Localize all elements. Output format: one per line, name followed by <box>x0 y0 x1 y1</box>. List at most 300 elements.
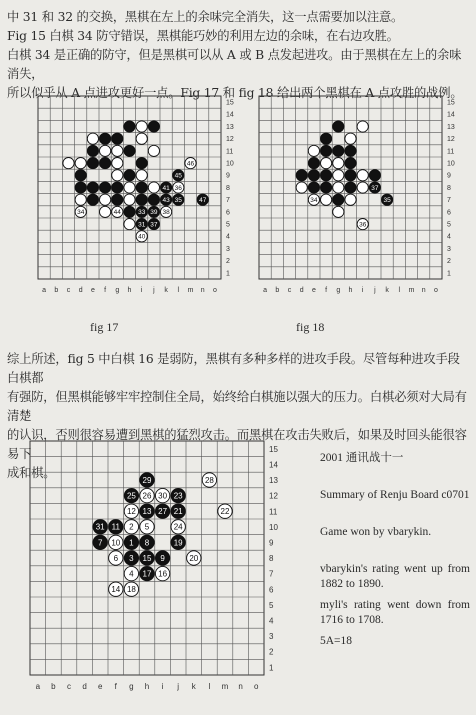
stone-disc <box>308 170 319 181</box>
black-stone <box>136 194 147 205</box>
row-label: 5 <box>447 221 451 229</box>
black-stone <box>148 194 159 205</box>
white-stone <box>155 488 169 502</box>
stone-disc <box>345 182 356 193</box>
stone-disc <box>124 218 135 229</box>
black-stone <box>99 157 110 168</box>
column-label: j <box>177 682 180 691</box>
black-stone <box>160 194 171 205</box>
column-label: i <box>140 287 143 294</box>
row-label: 12 <box>226 136 234 144</box>
black-stone <box>333 194 344 205</box>
move-number: 25 <box>126 491 136 501</box>
row-label: 3 <box>447 245 451 253</box>
stone-disc <box>345 133 356 144</box>
white-stone <box>357 218 368 229</box>
stone-disc <box>136 182 147 193</box>
row-label: 15 <box>447 99 455 107</box>
white-stone <box>124 520 138 534</box>
move-number: 16 <box>158 569 168 579</box>
stone-disc <box>320 194 331 205</box>
black-stone <box>333 145 344 156</box>
black-stone <box>99 182 110 193</box>
white-stone <box>171 520 185 534</box>
black-stone <box>173 170 184 181</box>
stone-disc <box>99 157 110 168</box>
white-stone <box>75 157 86 168</box>
black-stone <box>124 488 138 502</box>
black-stone <box>320 133 331 144</box>
black-stone <box>148 206 159 217</box>
stone-disc <box>99 194 110 205</box>
white-stone <box>333 182 344 193</box>
column-label: i <box>361 287 364 294</box>
white-stone <box>187 551 201 565</box>
intro-line: 中 31 和 32 的交换，黑棋在左上的余味完全消失，这一点需要加以注意。 <box>7 10 404 24</box>
white-stone <box>75 206 86 217</box>
stone-disc <box>308 145 319 156</box>
summary-line: 有强防，但黑棋能够牢牢控制住全局，始终给白棋施以强大的压力。白棋必须对大局有清楚 <box>7 390 467 423</box>
move-number: 26 <box>142 491 152 501</box>
black-stone <box>140 535 154 549</box>
stone-disc <box>87 182 98 193</box>
column-label: h <box>144 682 150 691</box>
white-stone <box>75 194 86 205</box>
column-label: o <box>253 682 259 691</box>
move-number: 10 <box>111 538 121 548</box>
black-stone <box>87 157 98 168</box>
white-stone <box>345 194 356 205</box>
stone-disc <box>124 170 135 181</box>
stone-disc <box>112 157 123 168</box>
black-stone <box>171 504 185 518</box>
row-label: 9 <box>226 172 230 180</box>
stone-disc <box>357 170 368 181</box>
white-stone <box>308 194 319 205</box>
stone-disc <box>320 145 331 156</box>
stone-disc <box>333 194 344 205</box>
stone-disc <box>99 145 110 156</box>
row-label: 14 <box>447 111 455 119</box>
black-stone <box>148 121 159 132</box>
black-stone <box>140 551 154 565</box>
intro-line: 所以似乎从 A 点进攻更好一点。Fig 17 和 fig 18 给出两个黑棋在 A 点攻胜的战例。 <box>7 86 463 100</box>
column-label: f <box>114 682 117 691</box>
move-number: 37 <box>150 221 158 229</box>
black-stone <box>112 182 123 193</box>
stone-disc <box>320 157 331 168</box>
black-stone <box>124 145 135 156</box>
row-label: 2 <box>226 258 230 266</box>
row-label: 4 <box>226 233 230 241</box>
white-stone <box>218 504 232 518</box>
game-info <box>320 451 470 649</box>
move-number: 9 <box>160 553 165 563</box>
column-label: h <box>348 287 353 294</box>
column-label: e <box>90 287 95 294</box>
move-number: 40 <box>138 233 146 241</box>
row-label: 10 <box>226 160 234 168</box>
stone-disc <box>308 157 319 168</box>
stone-disc <box>296 170 307 181</box>
row-label: 10 <box>269 522 278 532</box>
white-stone <box>109 582 123 596</box>
stone-disc <box>148 145 159 156</box>
black-stone <box>140 566 154 580</box>
column-label: j <box>374 287 376 294</box>
black-stone <box>140 473 154 487</box>
move-number: 19 <box>173 538 183 548</box>
move-number: 47 <box>199 197 207 205</box>
black-stone <box>136 218 147 229</box>
move-number: 12 <box>126 507 136 517</box>
column-label: m <box>221 682 229 691</box>
move-number: 31 <box>138 221 146 229</box>
white-stone <box>320 157 331 168</box>
white-stone <box>136 121 147 132</box>
white-stone <box>357 182 368 193</box>
row-label: 7 <box>226 197 230 205</box>
column-label: b <box>54 287 59 294</box>
white-stone <box>99 206 110 217</box>
move-number: 17 <box>142 569 152 579</box>
stone-disc <box>112 182 123 193</box>
move-number: 44 <box>113 209 121 217</box>
column-label: a <box>263 287 268 294</box>
column-label: d <box>299 287 304 294</box>
white-stone <box>99 145 110 156</box>
stone-disc <box>124 206 135 217</box>
black-stone <box>308 182 319 193</box>
white-stone <box>136 170 147 181</box>
black-stone <box>99 133 110 144</box>
move-number: 30 <box>158 491 168 501</box>
white-stone <box>112 157 123 168</box>
white-stone <box>136 133 147 144</box>
white-stone <box>333 170 344 181</box>
white-stone <box>124 566 138 580</box>
column-label: d <box>82 682 87 691</box>
black-stone <box>87 182 98 193</box>
row-label: 12 <box>447 136 455 144</box>
row-label: 14 <box>226 111 234 119</box>
row-label: 4 <box>269 616 274 626</box>
black-stone <box>320 170 331 181</box>
move-number: 45 <box>174 172 182 180</box>
black-stone <box>112 194 123 205</box>
black-stone <box>93 535 107 549</box>
black-stone <box>75 182 86 193</box>
row-label: 14 <box>269 460 278 470</box>
stone-disc <box>333 157 344 168</box>
stone-disc <box>136 121 147 132</box>
black-stone <box>93 520 107 534</box>
stone-disc <box>75 194 86 205</box>
stone-disc <box>136 157 147 168</box>
stone-disc <box>320 133 331 144</box>
white-stone <box>148 145 159 156</box>
black-stone <box>345 157 356 168</box>
move-number: 35 <box>174 197 182 205</box>
black-stone <box>109 520 123 534</box>
black-stone <box>155 551 169 565</box>
rating-change-winner: vbarykin's rating went up from 1882 to 1890. <box>320 563 470 590</box>
column-label: k <box>164 287 168 294</box>
row-label: 11 <box>269 507 278 517</box>
summary-line: 成和棋。 <box>7 466 56 480</box>
move-number: 11 <box>111 522 120 532</box>
black-stone <box>381 194 392 205</box>
white-stone <box>333 157 344 168</box>
stone-disc <box>369 170 380 181</box>
move-number: 7 <box>97 538 103 548</box>
white-stone <box>124 194 135 205</box>
white-stone <box>155 566 169 580</box>
stone-disc <box>136 133 147 144</box>
game-result: 5A=18 <box>320 635 353 647</box>
row-label: 3 <box>269 632 274 642</box>
row-label: 13 <box>226 123 234 131</box>
column-label: n <box>421 287 426 294</box>
column-label: e <box>311 287 316 294</box>
column-label: f <box>325 287 328 294</box>
row-label: 7 <box>447 197 451 205</box>
move-number: 29 <box>142 475 152 485</box>
black-stone <box>87 194 98 205</box>
column-label: o <box>433 287 438 294</box>
column-label: c <box>287 287 292 294</box>
black-stone <box>320 182 331 193</box>
row-label: 15 <box>226 99 234 107</box>
column-label: d <box>78 287 83 294</box>
black-stone <box>148 218 159 229</box>
row-label: 8 <box>447 184 451 192</box>
row-label: 11 <box>226 148 234 156</box>
move-number: 36 <box>359 221 367 229</box>
white-stone <box>140 488 154 502</box>
stone-disc <box>112 194 123 205</box>
move-number: 15 <box>142 553 152 563</box>
move-number: 33 <box>138 209 146 217</box>
move-number: 23 <box>173 491 183 501</box>
black-stone <box>140 504 154 518</box>
white-stone <box>109 535 123 549</box>
black-stone <box>333 121 344 132</box>
stone-disc <box>136 194 147 205</box>
game-title: 2001 通讯战十一 <box>320 452 404 464</box>
black-stone <box>197 194 208 205</box>
row-label: 6 <box>269 585 274 595</box>
stone-disc <box>75 182 86 193</box>
move-number: 13 <box>142 507 152 517</box>
stone-disc <box>99 133 110 144</box>
column-label: c <box>66 287 71 294</box>
row-label: 2 <box>269 647 274 657</box>
row-label: 5 <box>226 221 230 229</box>
black-stone <box>124 535 138 549</box>
row-label: 3 <box>226 245 230 253</box>
move-number: 18 <box>126 585 136 595</box>
column-label: m <box>408 287 415 294</box>
column-label: a <box>35 682 41 691</box>
stone-disc <box>148 182 159 193</box>
stone-disc <box>333 206 344 217</box>
move-number: 37 <box>371 184 379 192</box>
move-number: 14 <box>111 585 121 595</box>
move-number: 4 <box>129 569 134 579</box>
stone-disc <box>112 133 123 144</box>
stone-disc <box>124 182 135 193</box>
white-stone <box>109 551 123 565</box>
stone-disc <box>320 170 331 181</box>
column-label: l <box>208 682 211 691</box>
column-label: k <box>191 682 196 691</box>
white-stone <box>357 121 368 132</box>
game-summary: Summary of Renju Board c0701 <box>320 489 470 501</box>
row-label: 15 <box>269 444 278 454</box>
column-label: g <box>129 682 134 691</box>
fig18-board <box>253 96 473 306</box>
stone-disc <box>124 121 135 132</box>
move-number: 34 <box>310 197 318 205</box>
game-winner: Game won by vbarykin. <box>320 526 432 538</box>
white-stone <box>357 170 368 181</box>
white-stone <box>320 194 331 205</box>
white-stone <box>333 206 344 217</box>
row-label: 11 <box>447 148 455 156</box>
rating-change-loser: myli's rating went down from 1716 to 1708. <box>320 599 470 626</box>
black-stone <box>124 170 135 181</box>
black-stone <box>369 170 380 181</box>
black-stone <box>308 157 319 168</box>
stone-disc <box>99 206 110 217</box>
intro-line: Fig 15 白棋 34 防守错误，黑棋能巧妙的利用左边的余味，在右边攻胜。 <box>7 29 399 43</box>
move-number: 35 <box>383 197 391 205</box>
stone-disc <box>333 121 344 132</box>
stone-disc <box>75 170 86 181</box>
row-label: 1 <box>226 270 230 278</box>
column-label: a <box>42 287 47 294</box>
intro-paragraph <box>7 8 469 103</box>
column-label: c <box>67 682 71 691</box>
summary-line: 的认识，否则很容易遭到黑棋的猛烈攻击。而黑棋在攻击失败后，如果及时回头能很容易下 <box>7 428 467 461</box>
white-stone <box>173 182 184 193</box>
move-number: 36 <box>174 184 182 192</box>
row-label: 13 <box>447 123 455 131</box>
black-stone <box>87 145 98 156</box>
stone-disc <box>87 194 98 205</box>
summary-line: 综上所述，fig 5 中白棋 16 是弱防，黑棋有多种多样的进攻手段。尽管每种进攻手段白棋都 <box>7 352 460 385</box>
black-stone <box>75 170 86 181</box>
row-label: 6 <box>447 209 451 217</box>
white-stone <box>296 182 307 193</box>
column-label: n <box>238 682 243 691</box>
row-label: 8 <box>226 184 230 192</box>
white-stone <box>160 206 171 217</box>
move-number: 41 <box>162 184 170 192</box>
white-stone <box>63 157 74 168</box>
move-number: 31 <box>95 522 105 532</box>
move-number: 22 <box>220 507 230 517</box>
row-label: 8 <box>269 554 274 564</box>
fig17-board <box>30 96 250 306</box>
white-stone <box>112 206 123 217</box>
stone-disc <box>308 182 319 193</box>
black-stone <box>345 170 356 181</box>
move-number: 20 <box>189 553 199 563</box>
column-label: h <box>127 287 132 294</box>
row-label: 9 <box>447 172 451 180</box>
stone-disc <box>124 145 135 156</box>
move-number: 46 <box>186 160 195 168</box>
white-stone <box>140 520 154 534</box>
column-label: n <box>200 287 205 294</box>
column-label: g <box>115 287 120 294</box>
move-number: 21 <box>173 507 183 517</box>
move-number: 39 <box>150 209 158 217</box>
move-number: 6 <box>113 553 119 563</box>
stone-disc <box>345 194 356 205</box>
move-number: 24 <box>173 522 183 532</box>
row-label: 1 <box>447 270 451 278</box>
move-number: 2 <box>129 522 134 532</box>
main-game-board <box>10 435 300 715</box>
stone-disc <box>112 170 123 181</box>
column-label: i <box>161 682 164 691</box>
white-stone <box>99 194 110 205</box>
stone-disc <box>75 157 86 168</box>
white-stone <box>124 504 138 518</box>
black-stone <box>345 145 356 156</box>
stone-disc <box>148 194 159 205</box>
stone-disc <box>99 182 110 193</box>
column-label: j <box>153 287 155 294</box>
black-stone <box>136 182 147 193</box>
black-stone <box>173 194 184 205</box>
move-number: 38 <box>162 209 170 217</box>
stone-disc <box>136 170 147 181</box>
stone-disc <box>296 182 307 193</box>
stone-disc <box>112 145 123 156</box>
white-stone <box>345 133 356 144</box>
stone-disc <box>333 182 344 193</box>
row-label: 13 <box>269 476 278 486</box>
stone-disc <box>357 121 368 132</box>
fig17-caption: fig 17 <box>90 320 119 334</box>
move-number: 1 <box>129 538 134 548</box>
column-label: b <box>51 682 56 691</box>
move-number: 27 <box>158 507 168 517</box>
stone-disc <box>345 157 356 168</box>
black-stone <box>171 535 185 549</box>
white-stone <box>112 145 123 156</box>
stone-disc <box>333 145 344 156</box>
move-number: 5 <box>144 522 150 532</box>
black-stone <box>308 170 319 181</box>
black-stone <box>296 170 307 181</box>
column-label: m <box>187 287 194 294</box>
black-stone <box>136 206 147 217</box>
stone-disc <box>333 170 344 181</box>
row-label: 10 <box>447 160 455 168</box>
stone-disc <box>87 157 98 168</box>
row-label: 2 <box>447 258 451 266</box>
row-label: 7 <box>269 569 274 579</box>
move-number: 8 <box>144 538 150 548</box>
intro-line: 白棋 34 是正确的防守，但是黑棋可以从 A 或 B 点发起进攻。由于黑棋在左上的余味消失， <box>7 48 462 81</box>
stone-disc <box>345 170 356 181</box>
fig18-caption: fig 18 <box>296 320 325 334</box>
